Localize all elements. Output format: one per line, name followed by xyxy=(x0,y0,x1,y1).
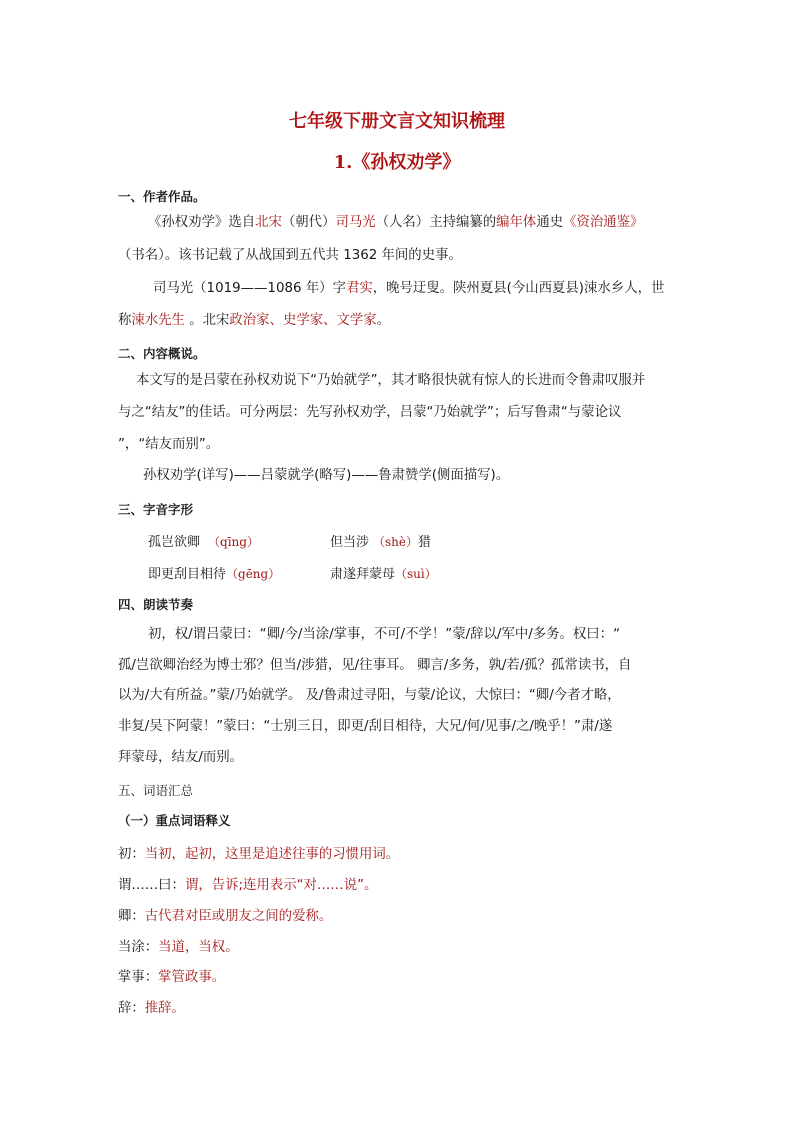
gloss-definition: 推辞。 xyxy=(144,1001,185,1016)
pronunciation-word: 肃遂拜蒙母 xyxy=(330,567,396,582)
gloss-term: 谓……曰： xyxy=(118,878,185,893)
rhythm-line: 孤/岂欲卿治经为博士邪？但当/涉猎，见/往事耳。 卿言/多务，孰/若/孤？孤常读书，自 xyxy=(118,658,632,673)
section-heading-author: 一、作者作品。 xyxy=(118,189,206,204)
gloss-definition: 谓，告诉;连用表示“对……说”。 xyxy=(184,878,378,893)
gloss-item xyxy=(118,874,377,893)
text-run-highlight: 司马光 xyxy=(335,215,376,230)
section-heading-vocabulary: 五、词语汇总 xyxy=(118,783,194,798)
summary-line: ”，“结友而别”。 xyxy=(118,437,220,452)
gloss-term: 当涂： xyxy=(118,940,159,955)
pinyin: （gēng） xyxy=(226,567,281,581)
gloss-term: 初： xyxy=(118,847,145,862)
text-run: （人名）主持编纂的 xyxy=(375,215,497,230)
summary-structure-line: 孙权劝学(详写)——吕蒙就学(略写)——鲁肃赞学(侧面描写)。 xyxy=(143,468,510,483)
gloss-definition: 掌管政事。 xyxy=(158,970,226,985)
pinyin: （qīng） xyxy=(208,535,259,549)
gloss-definition: 古代君对臣或朋友之间的爱称。 xyxy=(144,909,333,924)
text-run: 称 xyxy=(118,313,132,328)
text-run: 《孙权劝学》选自 xyxy=(148,215,256,230)
pronunciation-word-tail: 猎 xyxy=(418,535,432,550)
gloss-term: 掌事： xyxy=(118,970,159,985)
gloss-item xyxy=(118,936,239,955)
text-run-highlight: 政治家、史学家、文学家 xyxy=(229,313,377,328)
text-run: （朝代） xyxy=(281,215,336,230)
gloss-item xyxy=(118,997,185,1016)
text-run-highlight: 《资治通鉴》 xyxy=(563,215,644,230)
pronunciation-word: 但当涉 xyxy=(330,535,370,550)
text-run-highlight: 编年体 xyxy=(496,215,537,230)
pronunciation-item xyxy=(330,563,437,582)
author-paragraph-line1 xyxy=(148,214,643,232)
section-heading-pronunciation: 三、字音字形 xyxy=(118,502,194,517)
summary-line: 本文写的是吕蒙在孙权劝说下“乃始就学”，其才略很快就有惊人的长进而令鲁肃叹服并 xyxy=(136,373,646,388)
rhythm-line: 初，权/谓吕蒙曰：“卿/今/当涂/掌事，不可/不学！”蒙/辞以/军中/多务。权曰：“ xyxy=(148,627,621,642)
subsection-heading-key-words: （一）重点词语释义 xyxy=(118,813,231,828)
pronunciation-item xyxy=(148,531,259,550)
text-run: 通史 xyxy=(536,215,564,230)
gloss-item xyxy=(118,905,332,924)
gloss-item xyxy=(118,966,225,985)
rhythm-line: 以为/大有所益。”蒙/乃始就学。 及/鲁肃过寻阳，与蒙/论议，大惊曰：“卿/今者才略， xyxy=(118,688,621,703)
gloss-definition: 当初，起初，这里是追述往事的习惯用词。 xyxy=(144,847,400,862)
text-run: ，晚号迂叟。陕州夏县(今山西夏县)涑水乡人，世 xyxy=(372,281,665,296)
author-paragraph-line2: （书名）。该书记载了从战国到五代共 1362 年间的史事。 xyxy=(118,248,462,263)
text-run: 司马光（1019——1086 年）字 xyxy=(153,281,346,296)
rhythm-line: 拜蒙母，结友/而别。 xyxy=(118,750,244,765)
pronunciation-word: 孤岂欲卿 xyxy=(148,535,201,550)
gloss-item xyxy=(118,843,399,862)
section-heading-reading-rhythm: 四、朗读节奏 xyxy=(118,597,194,612)
text-run-highlight: 北宋 xyxy=(255,215,282,230)
gloss-definition: 当道，当权。 xyxy=(158,940,239,955)
document-title: 七年级下册文言文知识梳理 xyxy=(289,111,505,132)
lesson-title: 1.《孙权劝学》 xyxy=(333,152,461,173)
text-run: 。 xyxy=(376,313,391,328)
text-run-highlight: 君实 xyxy=(345,281,373,296)
rhythm-line: 非复/吴下阿蒙！”蒙曰：“士别三日，即更/刮目相待，大兄/何/见事/之/晚乎！”肃/遂 xyxy=(118,719,613,734)
section-heading-summary: 二、内容概说。 xyxy=(118,346,206,361)
pinyin: （suì） xyxy=(395,567,437,581)
pronunciation-item xyxy=(148,563,280,582)
summary-line: 与之“结友”的佳话。可分两层：先写孙权劝学，吕蒙“乃始就学”；后写鲁肃“与蒙论议 xyxy=(118,405,622,420)
gloss-term: 卿： xyxy=(118,909,145,924)
pronunciation-word: 即更刮目相待 xyxy=(148,567,227,582)
gloss-term: 辞： xyxy=(118,1001,145,1016)
pronunciation-item xyxy=(330,531,431,550)
text-run: 。北宋 xyxy=(184,313,230,328)
author-bio-line2 xyxy=(118,312,390,330)
pinyin: （shè） xyxy=(373,535,419,549)
text-run-highlight: 涑水先生 xyxy=(131,313,185,328)
author-bio-line1 xyxy=(153,280,664,298)
